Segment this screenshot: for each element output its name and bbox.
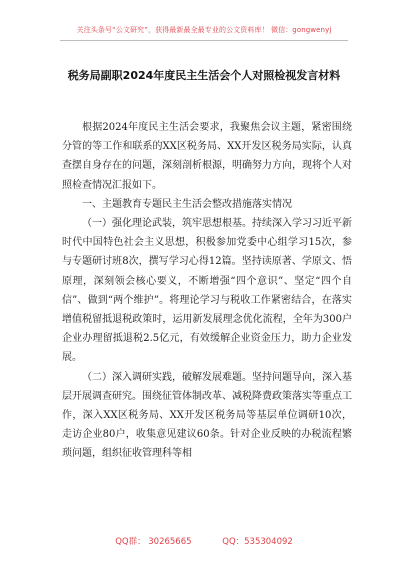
footer-qq: QQ：535304092 bbox=[222, 537, 293, 547]
intro-paragraph: 根据2024年度民主生活会要求，我聚焦会议主题，紧密围绕分管的等工作和联系的XX区税务局、XX开发区税务局实际，认真查摆自身存在的问题，深刻剖析根源，明确努力方向，现将个人对照检查情况汇报如下。 bbox=[62, 122, 352, 191]
body-paragraph-2: （二）深入调研实践，破解发展难题。坚持问题导向，深入基层开展调查研究。围绕征管体制改革、减税降费政策落实等重点工作，深入XX区税务局、XX开发区税务局等基层单位调研10次，走访企业80户，收集意见建议60条。针对企业反映的办税流程繁琐问题，组织征收管理科等相 bbox=[62, 371, 352, 460]
footer-qq-group: QQ群： 30265665 bbox=[115, 537, 192, 547]
header-banner: 关注头条号“公文研究”，获得最新最全最专业的公文资料库！ 微信：gongwenyj bbox=[76, 26, 332, 34]
document-title: 税务局副职2024年度民主生活会个人对照检视发言材料 bbox=[67, 69, 341, 82]
footer-contact bbox=[0, 535, 408, 547]
document-body bbox=[62, 118, 352, 464]
section-heading: 一、主题教育专题民主生活会整改措施落实情况 bbox=[82, 198, 292, 210]
header-divider bbox=[60, 40, 348, 41]
body-paragraph-1: （一）强化理论武装，筑牢思想根基。持续深入学习习近平新时代中国特色社会主义思想，积极参加党委中心组学习15次，参与专题研讨班8次，撰写学习心得12篇。坚持读原著、学原文、悟原理，深刻领会核心要义，不断增强“四个意识”、坚定“四个自信”、做到“两个维护”。将理论学习与税收工作紧密结合，在落实增值税留抵退税政策时，运用新发展理念优化流程，全年为300户企业办理留抵退税2.5亿元，有效缓解企业资金压力，助力企业发展。 bbox=[62, 218, 352, 364]
